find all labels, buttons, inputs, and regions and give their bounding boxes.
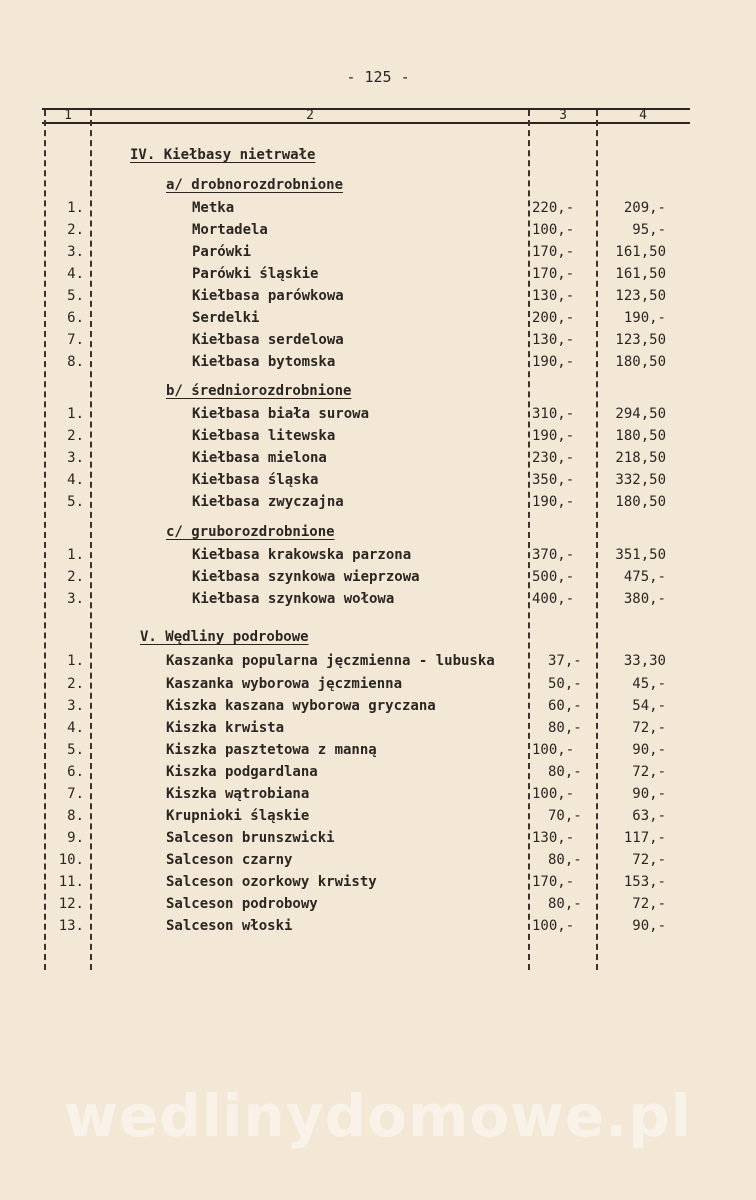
row-name: Parówki <box>192 244 252 260</box>
row-value-col3: 370,- <box>532 547 575 563</box>
row-number: 10. <box>58 852 84 868</box>
row-value-col4: 190,- <box>623 310 666 326</box>
row-value-col3: 230,- <box>532 450 575 466</box>
row-name: Kiełbasa krakowska parzona <box>192 547 412 563</box>
row-number: 2. <box>67 428 84 444</box>
row-value-col3: 60,- <box>548 698 582 714</box>
row-value-col3: 50,- <box>548 676 582 692</box>
row-name: Kiszka wątrobiana <box>166 786 310 802</box>
row-number: 7. <box>67 786 84 802</box>
row-value-col3: 190,- <box>532 494 575 510</box>
group-label: a/ drobnorozdrobnione <box>166 177 344 193</box>
row-value-col4: 90,- <box>632 742 666 758</box>
row-value-col3: 350,- <box>532 472 575 488</box>
row-name: Salceson ozorkowy krwisty <box>166 874 377 890</box>
row-value-col4: 45,- <box>632 676 666 692</box>
row-name: Kiełbasa zwyczajna <box>192 494 344 510</box>
row-value-col4: 90,- <box>632 918 666 934</box>
row-number: 1. <box>67 200 84 216</box>
column-divider <box>90 110 92 970</box>
row-name: Mortadela <box>192 222 268 238</box>
row-value-col4: 180,50 <box>615 428 666 444</box>
column-header-2: 2 <box>306 108 314 123</box>
column-header-3: 3 <box>559 108 567 123</box>
row-value-col4: 380,- <box>623 591 666 607</box>
row-value-col4: 218,50 <box>615 450 666 466</box>
row-value-col3: 310,- <box>532 406 575 422</box>
row-name: Kiełbasa mielona <box>192 450 327 466</box>
row-name: Salceson włoski <box>166 918 293 934</box>
row-number: 3. <box>67 591 84 607</box>
row-value-col4: 33,30 <box>623 653 666 669</box>
row-value-col4: 351,50 <box>615 547 666 563</box>
row-number: 3. <box>67 450 84 466</box>
row-name: Kiełbasa szynkowa wieprzowa <box>192 569 420 585</box>
row-number: 5. <box>67 742 84 758</box>
row-number: 2. <box>67 569 84 585</box>
row-value-col4: 161,50 <box>615 244 666 260</box>
row-name: Kaszanka popularna jęczmienna - lubuska <box>166 653 495 669</box>
row-number: 6. <box>67 310 84 326</box>
row-value-col3: 100,- <box>532 786 575 802</box>
row-value-col4: 90,- <box>632 786 666 802</box>
row-number: 12. <box>58 896 84 912</box>
row-value-col4: 123,50 <box>615 288 666 304</box>
row-value-col4: 180,50 <box>615 354 666 370</box>
section-title: IV. Kiełbasy nietrwałe <box>130 147 316 163</box>
row-value-col3: 100,- <box>532 918 575 934</box>
column-divider <box>528 110 530 970</box>
row-name: Kiełbasa bytomska <box>192 354 336 370</box>
row-number: 4. <box>67 472 84 488</box>
row-value-col4: 54,- <box>632 698 666 714</box>
row-value-col3: 190,- <box>532 354 575 370</box>
row-value-col3: 170,- <box>532 874 575 890</box>
row-value-col3: 70,- <box>548 808 582 824</box>
row-value-col3: 37,- <box>548 653 582 669</box>
row-number: 9. <box>67 830 84 846</box>
row-value-col3: 200,- <box>532 310 575 326</box>
row-name: Kiełbasa szynkowa wołowa <box>192 591 395 607</box>
watermark: wedlinydomowe.pl <box>64 1082 692 1150</box>
row-value-col3: 80,- <box>548 852 582 868</box>
row-value-col4: 161,50 <box>615 266 666 282</box>
row-name: Kiełbasa serdelowa <box>192 332 344 348</box>
row-name: Parówki śląskie <box>192 266 319 282</box>
row-number: 6. <box>67 764 84 780</box>
row-number: 4. <box>67 720 84 736</box>
row-value-col4: 72,- <box>632 852 666 868</box>
row-name: Kiełbasa biała surowa <box>192 406 370 422</box>
row-value-col4: 72,- <box>632 896 666 912</box>
column-header-4: 4 <box>639 108 647 123</box>
row-name: Salceson czarny <box>166 852 293 868</box>
row-value-col3: 130,- <box>532 830 575 846</box>
row-name: Kiszka krwista <box>166 720 285 736</box>
row-name: Kiełbasa litewska <box>192 428 336 444</box>
row-value-col4: 332,50 <box>615 472 666 488</box>
row-name: Kiszka podgardlana <box>166 764 318 780</box>
row-name: Salceson podrobowy <box>166 896 318 912</box>
row-value-col4: 209,- <box>623 200 666 216</box>
row-name: Kiszka kaszana wyborowa gryczana <box>166 698 436 714</box>
row-number: 1. <box>67 406 84 422</box>
row-value-col4: 95,- <box>632 222 666 238</box>
row-value-col4: 63,- <box>632 808 666 824</box>
row-name: Kaszanka wyborowa jęczmienna <box>166 676 403 692</box>
row-number: 8. <box>67 354 84 370</box>
section-title: V. Wędliny podrobowe <box>140 629 309 645</box>
row-value-col3: 100,- <box>532 742 575 758</box>
row-number: 13. <box>58 918 84 934</box>
row-number: 1. <box>67 547 84 563</box>
row-number: 3. <box>67 244 84 260</box>
row-name: Krupnioki śląskie <box>166 808 310 824</box>
row-value-col4: 294,50 <box>615 406 666 422</box>
row-value-col4: 72,- <box>632 720 666 736</box>
row-name: Kiszka pasztetowa z manną <box>166 742 377 758</box>
row-value-col4: 117,- <box>623 830 666 846</box>
row-value-col3: 80,- <box>548 764 582 780</box>
row-value-col3: 190,- <box>532 428 575 444</box>
row-number: 11. <box>58 874 84 890</box>
row-value-col3: 100,- <box>532 222 575 238</box>
row-value-col4: 475,- <box>623 569 666 585</box>
row-number: 8. <box>67 808 84 824</box>
row-value-col4: 123,50 <box>615 332 666 348</box>
column-divider <box>596 110 598 970</box>
row-number: 4. <box>67 266 84 282</box>
group-label: b/ średniorozdrobnione <box>166 383 352 399</box>
row-name: Kiełbasa śląska <box>192 472 319 488</box>
group-label: c/ gruborozdrobnione <box>166 524 335 540</box>
row-name: Metka <box>192 200 235 216</box>
row-number: 1. <box>67 653 84 669</box>
row-value-col4: 153,- <box>623 874 666 890</box>
row-value-col3: 130,- <box>532 332 575 348</box>
row-value-col4: 72,- <box>632 764 666 780</box>
row-value-col3: 220,- <box>532 200 575 216</box>
row-name: Salceson brunszwicki <box>166 830 335 846</box>
row-value-col3: 170,- <box>532 244 575 260</box>
row-value-col3: 500,- <box>532 569 575 585</box>
row-name: Serdelki <box>192 310 260 326</box>
row-name: Kiełbasa parówkowa <box>192 288 344 304</box>
row-number: 2. <box>67 222 84 238</box>
row-value-col4: 180,50 <box>615 494 666 510</box>
row-value-col3: 400,- <box>532 591 575 607</box>
row-number: 2. <box>67 676 84 692</box>
row-number: 3. <box>67 698 84 714</box>
page-number: - 125 - <box>346 68 410 86</box>
row-value-col3: 80,- <box>548 720 582 736</box>
row-number: 5. <box>67 288 84 304</box>
row-value-col3: 80,- <box>548 896 582 912</box>
row-number: 5. <box>67 494 84 510</box>
column-header-1: 1 <box>64 108 72 123</box>
row-number: 7. <box>67 332 84 348</box>
row-value-col3: 170,- <box>532 266 575 282</box>
row-value-col3: 130,- <box>532 288 575 304</box>
